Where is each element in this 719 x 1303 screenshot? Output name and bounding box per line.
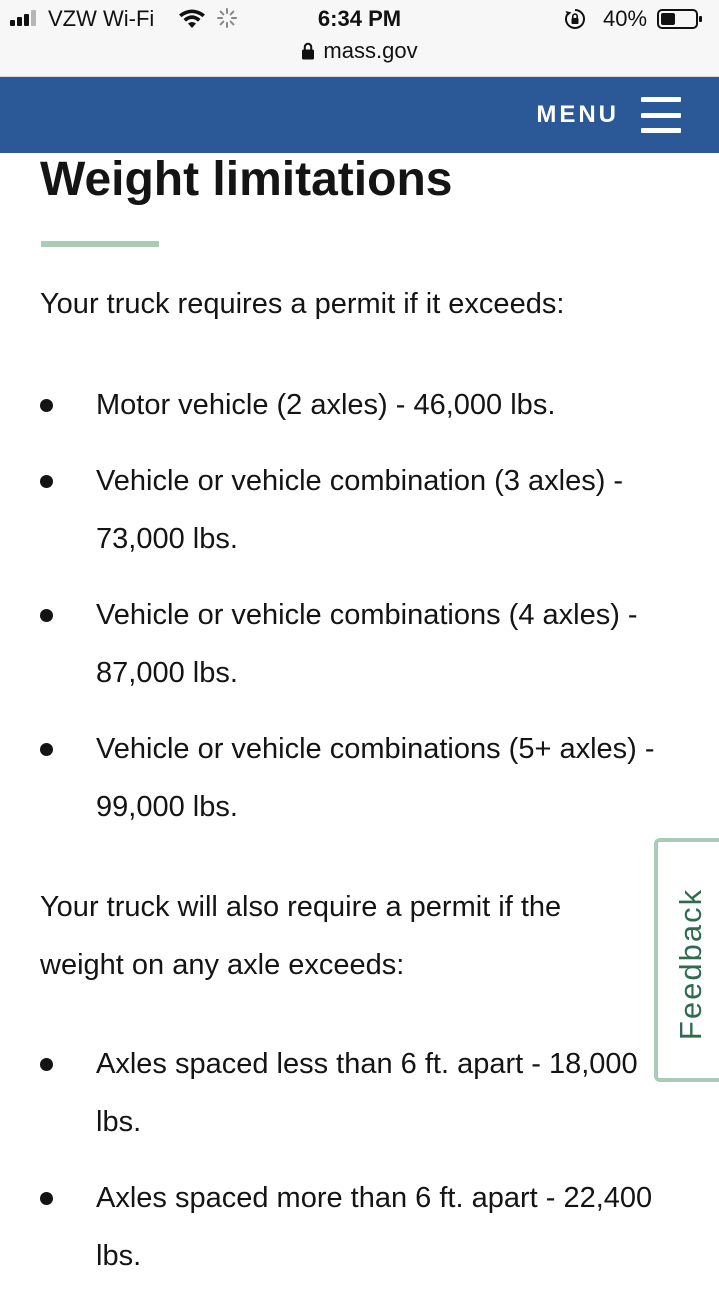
site-header xyxy=(0,77,719,153)
list-item xyxy=(0,720,676,836)
bullet-icon xyxy=(40,743,53,756)
bullet-icon xyxy=(40,1058,53,1071)
orientation-lock-icon xyxy=(564,8,586,30)
battery-icon xyxy=(657,8,703,30)
list-item xyxy=(0,586,676,702)
bullet-icon xyxy=(40,1192,53,1205)
menu-button[interactable] xyxy=(536,95,681,135)
lock-icon xyxy=(301,42,315,60)
list-item-text: Motor vehicle (2 axles) - 46,000 lbs. xyxy=(96,389,556,421)
list-item-text: Axles spaced more than 6 ft. apart - 22,400 lbs. xyxy=(96,1182,653,1272)
feedback-label: Feedback xyxy=(673,887,708,1041)
bullet-icon xyxy=(40,399,53,412)
carrier-label: VZW Wi-Fi xyxy=(48,6,155,31)
list-item xyxy=(0,452,676,568)
list-item-text: Vehicle or vehicle combinations (4 axles) - 87,000 lbs. xyxy=(96,599,638,689)
clock: 6:34 PM xyxy=(317,6,402,31)
intro-text: Your truck requires a permit if it exceeds: xyxy=(40,288,565,320)
list-item xyxy=(0,1035,676,1151)
list-item-text: Axles spaced less than 6 ft. apart - 18,000 lbs. xyxy=(96,1048,638,1138)
page-title: Weight limitations xyxy=(40,153,453,206)
title-underline xyxy=(41,241,159,247)
weight-limits-list xyxy=(0,376,719,854)
list-item xyxy=(0,1169,676,1285)
menu-label: MENU xyxy=(536,101,619,128)
bullet-icon xyxy=(40,475,53,488)
axle-limits-list xyxy=(0,1035,719,1303)
feedback-button[interactable] xyxy=(654,838,719,1082)
list-item xyxy=(0,376,676,434)
url-text: mass.gov xyxy=(323,38,418,63)
bullet-icon xyxy=(40,609,53,622)
hamburger-icon xyxy=(641,97,681,133)
axle-intro-text: Your truck will also require a permit if the weight on any axle exceeds: xyxy=(40,891,562,981)
address-bar[interactable] xyxy=(0,38,719,64)
battery-percent: 40% xyxy=(603,6,648,31)
status-bar xyxy=(0,0,719,77)
list-item-text: Vehicle or vehicle combinations (5+ axles) - 99,000 lbs. xyxy=(96,733,655,823)
list-item-text: Vehicle or vehicle combination (3 axles) - 73,000 lbs. xyxy=(96,465,624,555)
